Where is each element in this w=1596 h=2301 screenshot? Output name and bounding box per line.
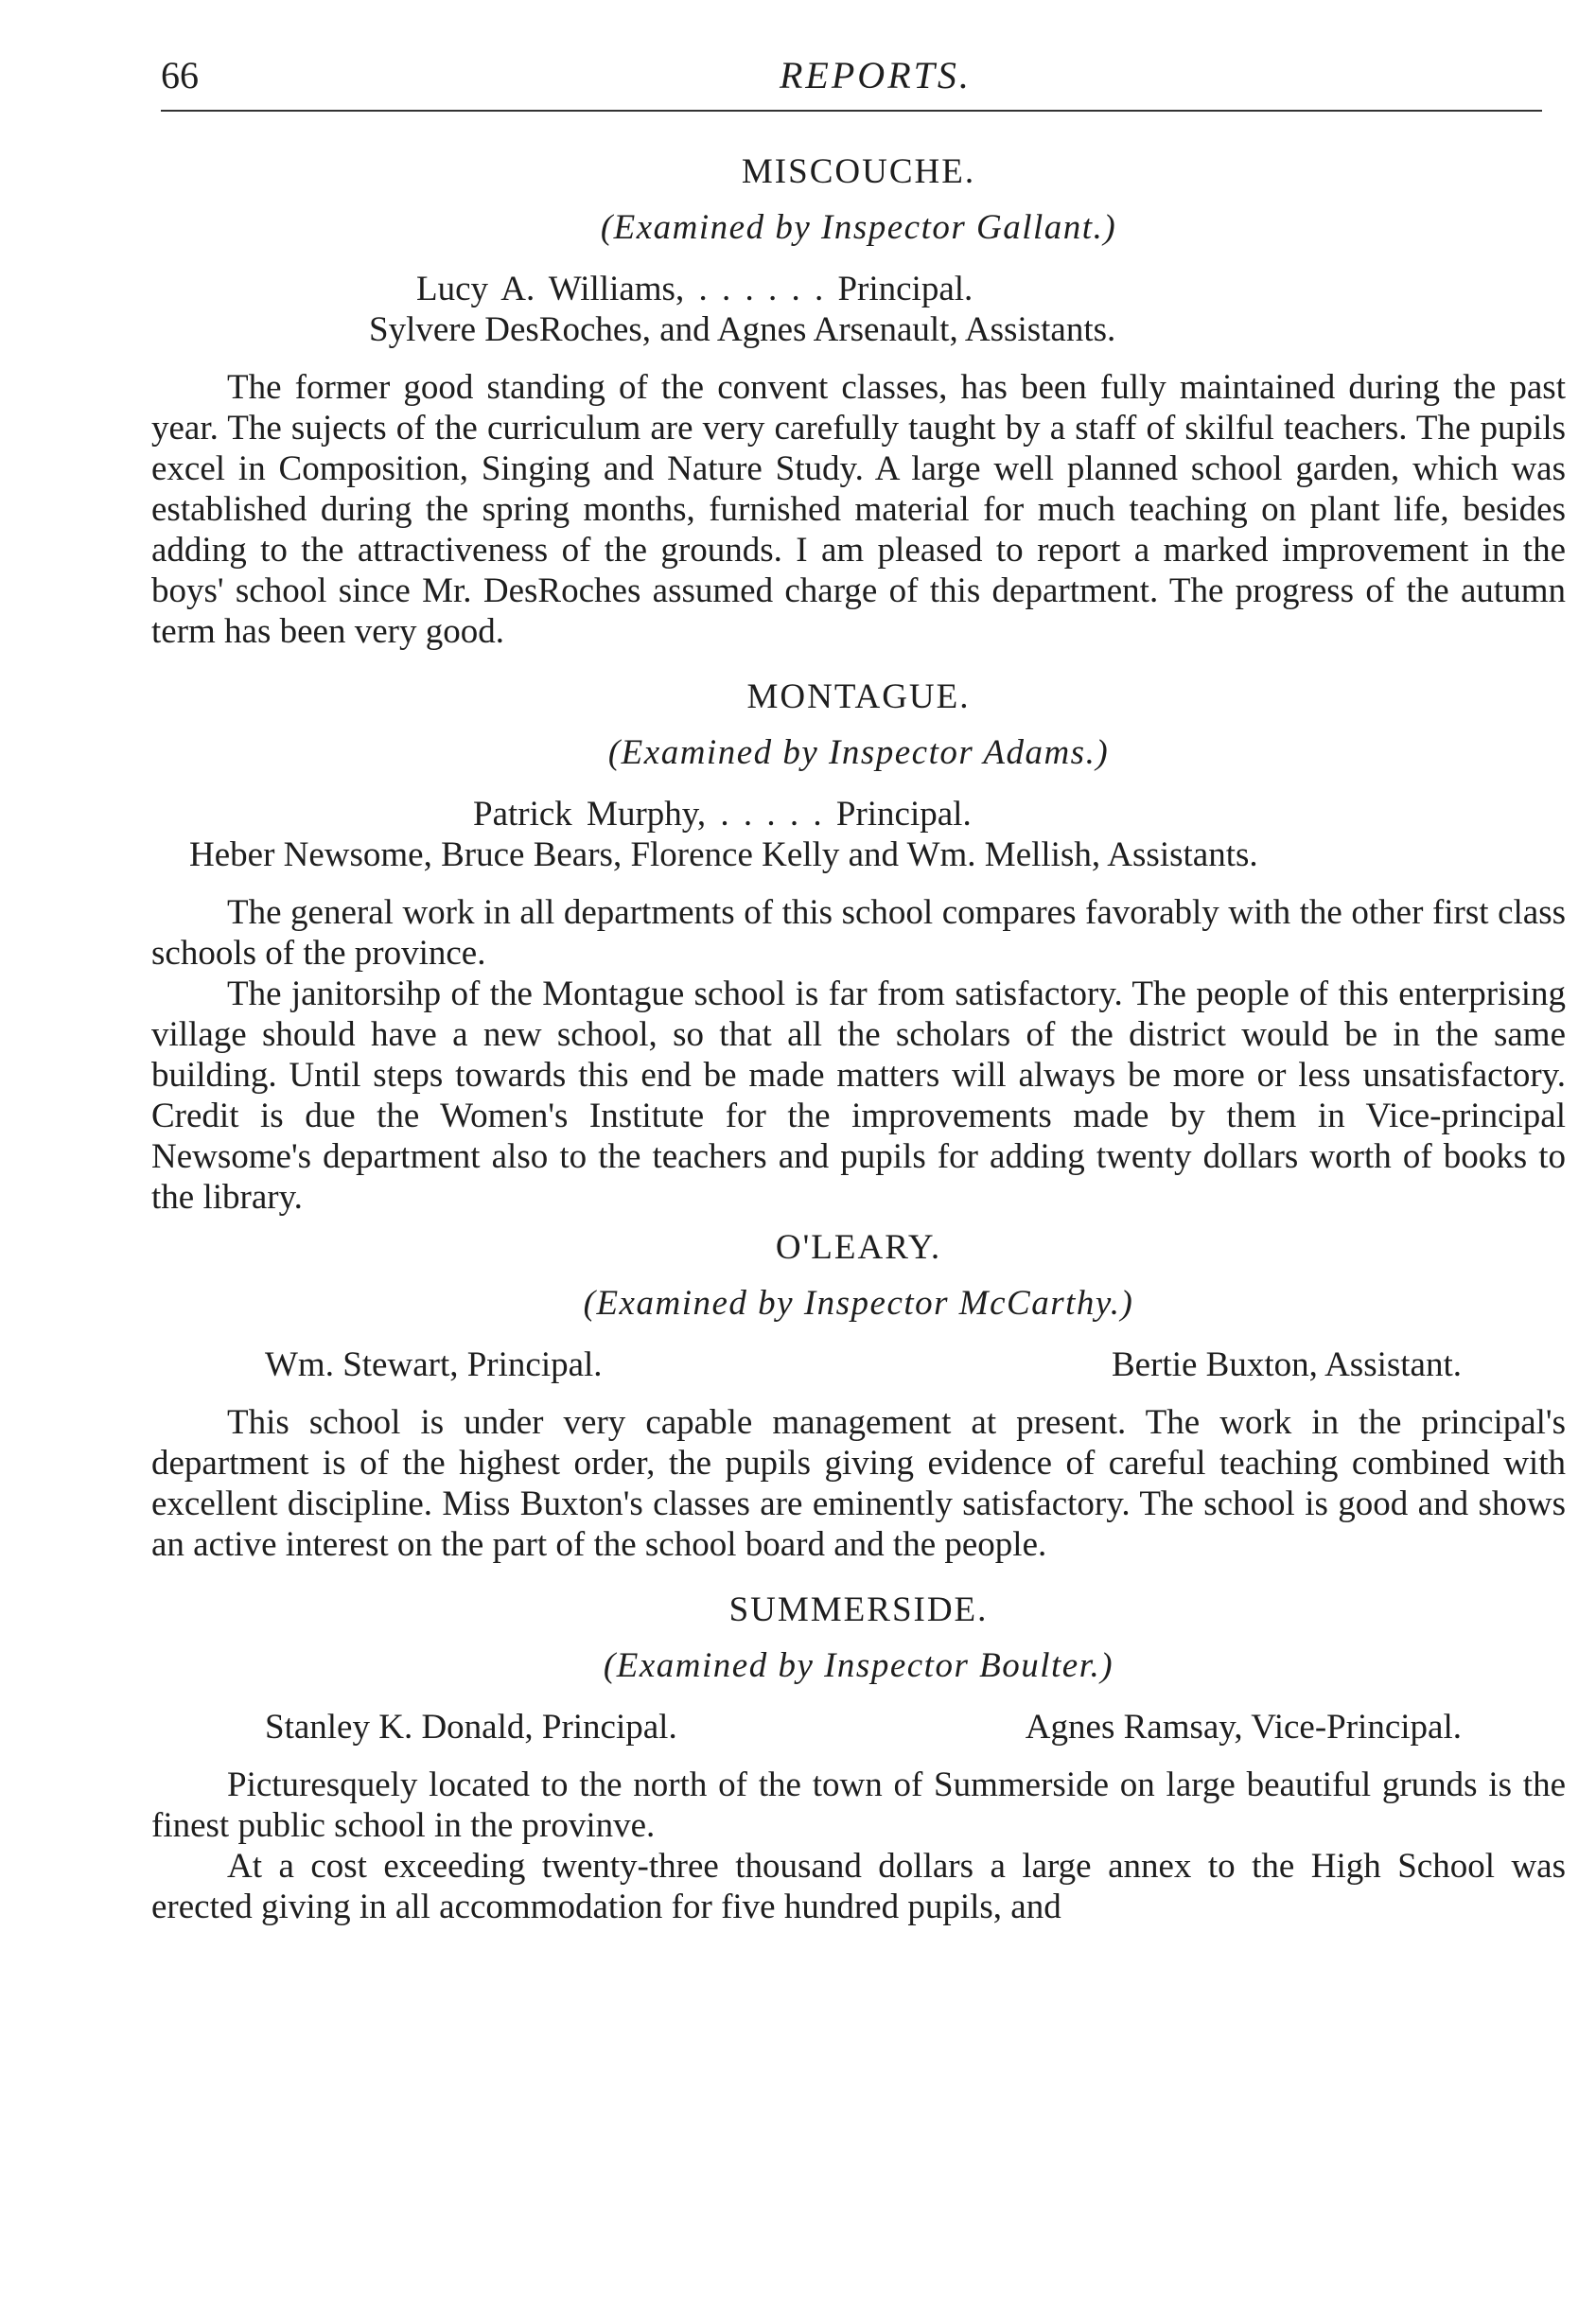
staff-line-assistants: Sylvere DesRoches, and Agnes Arsenault, Assistants. [369, 310, 1116, 349]
section-montague [151, 676, 1566, 1218]
examiner-line: (Examined by Inspector Adams.) [607, 733, 1110, 772]
report-text [151, 1765, 1566, 1927]
report-text [151, 892, 1566, 1218]
header-rule [161, 110, 1542, 112]
staff-assistant: Bertie Buxton, Assistant. [1112, 1345, 1462, 1384]
section-title: MISCOUCHE. [741, 152, 976, 191]
examiner-line: (Examined by Inspector Boulter.) [603, 1646, 1114, 1685]
paragraph: Picturesquely located to the north of the town of Summerside on large beautiful grunds is the finest public school in the provinve. [151, 1765, 1566, 1845]
page-body [151, 151, 1566, 1927]
staff-vice-principal: Agnes Ramsay, Vice-Principal. [1025, 1708, 1462, 1747]
staff-list [151, 1707, 1566, 1748]
staff-line-assistants: Heber Newsome, Bruce Bears, Florence Kelly and Wm. Mellish, Assistants. [189, 835, 1258, 874]
paragraph: The general work in all departments of this school compares favorably with the other first class schools of the province. [151, 893, 1566, 973]
staff-list [151, 269, 1566, 350]
section-title: SUMMERSIDE. [728, 1590, 989, 1629]
staff-principal: Wm. Stewart, Principal. [265, 1345, 603, 1384]
report-text [151, 367, 1566, 652]
paragraph: The former good standing of the convent classes, has been fully maintained during the past year. The sujects of the curriculum are very carefully taught by a staff of skilful teachers. The pupils excel in Composition, Singing and Nature Study. A large well planned school garden, which was established during the spring months, furnished material for much teaching on plant life, besides adding to the attractiveness of the grounds. I am pleased to report a marked improvement in the boys' school since Mr. DesRoches assumed charge of this department. The progress of the autumn term has been very good. [151, 368, 1566, 651]
paragraph: At a cost exceeding twenty-three thousand dollars a large annex to the High School was erected giving in all accommodation for five hundred pupils, and [151, 1847, 1566, 1926]
staff-line-principal: Patrick Murphy, . . . . . Principal. [473, 795, 972, 834]
report-text [151, 1402, 1566, 1565]
staff-list [151, 1344, 1566, 1385]
page-number: 66 [161, 54, 199, 97]
examiner-line: (Examined by Inspector McCarthy.) [583, 1284, 1134, 1323]
section-title: MONTAGUE. [746, 677, 971, 716]
paragraph: The janitorsihp of the Montague school is far from satisfactory. The people of this enterprising village should have a new school, so that all the scholars of the district would be in the same building. Until steps towards this end be made matters will always be more or less unsatisfactory. Credit is due the Women's Institute for the improvements made by them in Vice-principal Newsome's department also to the teachers and pupils for adding twenty dollars worth of books to the library. [151, 975, 1566, 1217]
paragraph: This school is under very capable management at present. The work in the principal's department is of the highest order, the pupils giving evidence of careful teaching combined with excellent discipline. Miss Buxton's classes are eminently satisfactory. The school is good and shows an active interest on the part of the school board and the people. [151, 1403, 1566, 1564]
section-oleary [151, 1227, 1566, 1565]
examiner-line: (Examined by Inspector Gallant.) [600, 208, 1117, 247]
staff-line-principal: Lucy A. Williams, . . . . . . Principal. [416, 270, 973, 308]
section-summerside [151, 1590, 1566, 1927]
section-title: O'LEARY. [775, 1228, 942, 1267]
staff-list [151, 794, 1566, 875]
section-miscouche [151, 151, 1566, 652]
staff-principal: Stanley K. Donald, Principal. [265, 1708, 677, 1747]
page-header [161, 47, 1542, 114]
running-title: REPORTS. [780, 54, 972, 97]
